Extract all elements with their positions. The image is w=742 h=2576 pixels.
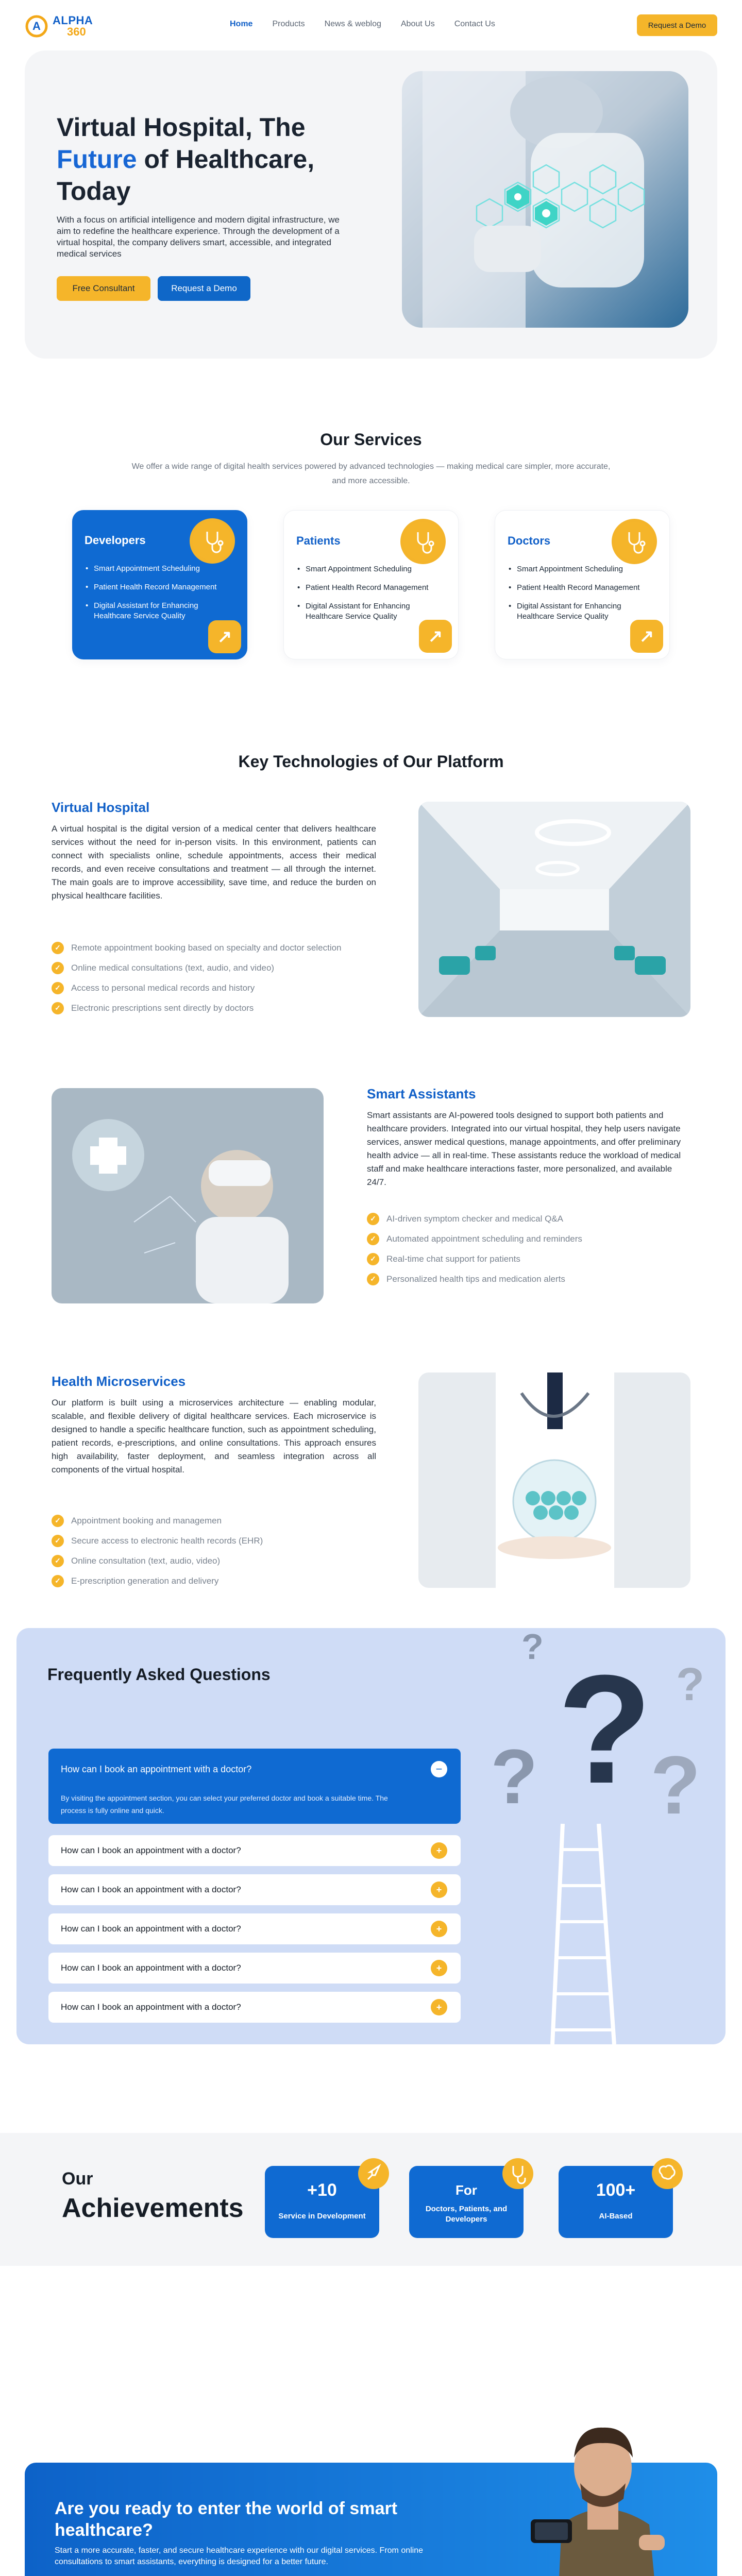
check-icon: ✓: [52, 1515, 64, 1527]
tech-title: Key Technologies of Our Platform: [238, 752, 504, 771]
check-icon: ✓: [52, 962, 64, 974]
service-item: • Smart Appointment Scheduling: [296, 564, 441, 574]
hero-description: With a focus on artificial intelligence and modern digital infrastructure, we aim to redefine the healthcare experience. Through the development of a virtual hospital, the company delivers smart, accessible, and integrated medical services: [57, 215, 340, 259]
faq-item[interactable]: [48, 1874, 461, 1905]
smart-assistants-features: [367, 1209, 582, 1289]
faq-item[interactable]: [48, 1835, 461, 1866]
service-item: • Digital Assistant for Enhancing Healthcare Service Quality: [508, 601, 652, 622]
feature-item: ✓ E-prescription generation and delivery: [52, 1571, 263, 1591]
nav-contact[interactable]: Contact Us: [454, 20, 495, 28]
faq-item[interactable]: [48, 1913, 461, 1944]
service-card-title: Doctors: [508, 534, 551, 547]
check-icon: ✓: [52, 1555, 64, 1567]
hospital-corridor-image: [418, 802, 690, 1017]
person-with-phone-image: [520, 2396, 685, 2576]
service-item: • Patient Health Record Management: [296, 583, 441, 593]
smart-assistant-image: [52, 1088, 324, 1303]
feature-item: ✓ Personalized health tips and medication alerts: [367, 1269, 582, 1289]
rocket-icon: [357, 2157, 391, 2191]
service-item: • Digital Assistant for Enhancing Healthcare Service Quality: [85, 601, 229, 621]
achievement-value: 100+: [596, 2180, 636, 2200]
feature-item: ✓ Automated appointment scheduling and reminders: [367, 1229, 582, 1249]
smart-assistants-text: Smart assistants are AI-powered tools designed to support both patients and healthcare providers. Integrated into our virtual hospital, they help users navigate services, answer medical questions, manage appointments, and offer preliminary health advice — all in real-time. These assistants reduce the workload of medical staff and make healthcare interactions faster, more personalized, and available 24/7.: [367, 1110, 681, 1187]
achievements-section: [0, 2133, 742, 2266]
achievement-label: Service in Development: [278, 2212, 366, 2221]
service-card-title: Developers: [85, 534, 146, 547]
plus-icon[interactable]: +: [431, 1882, 447, 1898]
check-icon: ✓: [367, 1253, 379, 1265]
service-card-patients[interactable]: [283, 510, 459, 659]
faq-question: How can I book an appointment with a doctor?: [61, 2002, 241, 2012]
check-icon: ✓: [52, 1575, 64, 1587]
smart-assistants-heading: Smart Assistants: [367, 1086, 476, 1101]
hero-request-demo-button[interactable]: Request a Demo: [158, 276, 250, 301]
feature-item: ✓ Secure access to electronic health records (EHR): [52, 1531, 263, 1551]
faq-item[interactable]: [48, 1992, 461, 2023]
plus-icon[interactable]: +: [431, 1999, 447, 2015]
hero-title-rest: of Healthcare,: [137, 145, 315, 174]
achievement-card: [409, 2166, 524, 2238]
hero-title-accent: Future: [57, 145, 137, 174]
hero-title-line1: Virtual Hospital, The: [57, 113, 306, 142]
health-microservices-text: Our platform is built using a microservices architecture — enabling modular, scalable, and flexible delivery of digital healthcare services. Each microservice is designed to handle a specific healthcare function, such as appointment scheduling, patient records, e-prescriptions, and online consultations. This approach ensures high availability, faster deployment, and seamless integration across all components of the virtual hospital.: [52, 1398, 376, 1475]
free-consultant-button[interactable]: Free Consultant: [57, 276, 150, 301]
service-item: • Smart Appointment Scheduling: [85, 564, 229, 574]
svg-text:?: ?: [676, 1659, 704, 1710]
feature-item: ✓ Real-time chat support for patients: [367, 1249, 582, 1269]
achievement-value: For: [456, 2182, 477, 2198]
services-title: Our Services: [320, 430, 422, 449]
hero: [25, 50, 717, 359]
service-card-developers[interactable]: [72, 510, 247, 659]
check-icon: ✓: [52, 1535, 64, 1547]
logo[interactable]: [25, 14, 93, 38]
plus-icon[interactable]: +: [431, 1921, 447, 1937]
hero-title-line3: Today: [57, 177, 131, 206]
svg-text:?: ?: [491, 1733, 538, 1820]
logo-icon: [25, 14, 48, 38]
faq-question: How can I book an appointment with a doctor?: [61, 1764, 252, 1774]
feature-item: ✓ AI-driven symptom checker and medical Q&A: [367, 1209, 582, 1229]
service-card-doctors[interactable]: [495, 510, 670, 659]
faq-question: How can I book an appointment with a doctor?: [61, 1845, 241, 1855]
site-header: [0, 0, 742, 52]
plus-icon[interactable]: +: [431, 1842, 447, 1859]
virtual-hospital-features: [52, 938, 342, 1018]
minus-icon[interactable]: −: [431, 1761, 447, 1777]
check-icon: ✓: [367, 1213, 379, 1225]
hero-title: [57, 111, 345, 207]
service-item: • Digital Assistant for Enhancing Healthcare Service Quality: [296, 601, 441, 622]
faq-item[interactable]: [48, 1953, 461, 1984]
brain-icon: [650, 2157, 684, 2191]
nav-home[interactable]: Home: [230, 20, 253, 28]
microservices-image: [418, 1372, 690, 1588]
achievement-label: Doctors, Patients, and Developers: [425, 2205, 508, 2224]
check-icon: ✓: [367, 1233, 379, 1245]
nav-news[interactable]: News & weblog: [324, 20, 381, 28]
check-icon: ✓: [367, 1273, 379, 1285]
stethoscope-icon: [400, 519, 446, 564]
logo-line2: 360: [67, 25, 86, 38]
faq-question: How can I book an appointment with a doctor?: [61, 1924, 241, 1934]
health-microservices-features: [52, 1511, 263, 1591]
check-icon: ✓: [52, 982, 64, 994]
svg-text:?: ?: [558, 1642, 652, 1816]
feature-item: ✓ Online medical consultations (text, audio, and video): [52, 958, 342, 978]
achievement-card: [559, 2166, 673, 2238]
plus-icon[interactable]: +: [431, 1960, 447, 1976]
nav-products[interactable]: Products: [272, 20, 305, 28]
achievement-value: +10: [307, 2180, 337, 2200]
achievement-label: AI-Based: [599, 2212, 633, 2221]
feature-item: ✓ Online consultation (text, audio, video): [52, 1551, 263, 1571]
header-request-demo-button[interactable]: Request a Demo: [637, 14, 717, 36]
logo-line1: ALPHA: [53, 14, 93, 27]
arrow-up-right-icon[interactable]: ↗: [419, 620, 452, 653]
achievements-title-line2: Achievements: [62, 2193, 244, 2223]
stethoscope-icon: [612, 519, 657, 564]
health-microservices-heading: Health Microservices: [52, 1374, 186, 1389]
faq-section: [16, 1628, 726, 2044]
hero-image: [402, 71, 688, 328]
svg-text:?: ?: [650, 1739, 701, 1831]
service-item: • Patient Health Record Management: [85, 582, 229, 592]
main-nav: [230, 20, 495, 29]
arrow-up-right-icon[interactable]: ↗: [630, 620, 663, 653]
faq-question: How can I book an appointment with a doctor?: [61, 1885, 241, 1894]
cta-text: Start a more accurate, faster, and secure healthcare experience with our digital services. From online consultations to smart assistants, everything is designed for a better future.: [55, 2546, 424, 2566]
virtual-hospital-text: A virtual hospital is the digital version of a medical center that delivers healthcare services without the need for in-person visits. In this environment, patients can connect with specialists online, schedule appointments, access their medical records, and even receive consultations and treatment — all through the internet. The main goals are to improve accessibility, save time, and reduce the burden on physical healthcare facilities.: [52, 824, 376, 901]
achievement-card: [265, 2166, 379, 2238]
arrow-up-right-icon[interactable]: ↗: [208, 620, 241, 653]
svg-text:A: A: [32, 20, 41, 32]
feature-item: ✓ Remote appointment booking based on specialty and doctor selection: [52, 938, 342, 958]
feature-item: ✓ Electronic prescriptions sent directly by doctors: [52, 998, 342, 1018]
faq-answer: By visiting the appointment section, you can select your preferred doctor and book a suitable time. The process is fully online and quick.: [61, 1794, 388, 1815]
service-item: • Smart Appointment Scheduling: [508, 564, 652, 574]
check-icon: ✓: [52, 1002, 64, 1014]
faq-title: Frequently Asked Questions: [47, 1665, 271, 1684]
faq-item-open[interactable]: [48, 1749, 461, 1824]
stethoscope-icon: [501, 2157, 535, 2191]
check-icon: ✓: [52, 942, 64, 954]
service-item: • Patient Health Record Management: [508, 583, 652, 593]
question-mark-icon: [480, 1628, 726, 2044]
cta-title: Are you ready to enter the world of smart healthcare?: [55, 2499, 398, 2540]
stethoscope-icon: [190, 518, 235, 564]
feature-item: ✓ Appointment booking and managemen: [52, 1511, 263, 1531]
services-subtitle: We offer a wide range of digital health services powered by advanced technologies — making medical care simpler, more accurate, and more accessible.: [131, 462, 611, 485]
faq-question: How can I book an appointment with a doctor?: [61, 1963, 241, 1973]
virtual-hospital-heading: Virtual Hospital: [52, 800, 150, 815]
service-card-title: Patients: [296, 534, 341, 547]
nav-about[interactable]: About Us: [400, 20, 435, 28]
feature-item: ✓ Access to personal medical records and history: [52, 978, 342, 998]
svg-text:?: ?: [521, 1628, 544, 1667]
achievements-title-line1: Our: [62, 2169, 93, 2189]
